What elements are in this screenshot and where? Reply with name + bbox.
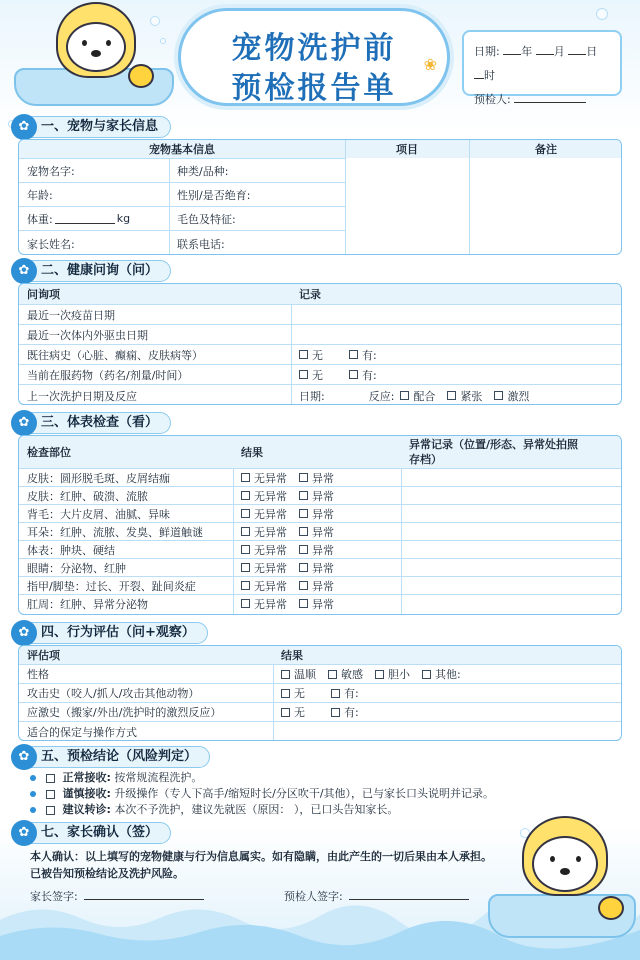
checkbox-violent[interactable] [494,391,503,400]
table-row [19,324,621,344]
checkbox-abnormal[interactable] [299,563,308,572]
checkbox-nervous[interactable] [447,391,456,400]
conclusion-label: 谨慎接收: [62,787,111,800]
year-label: 年 [521,45,533,58]
checkbox-none[interactable] [299,350,308,359]
breed-label: 种类/品种: [177,164,229,178]
check-part: 皮肤：圆形脱毛斑、皮屑结痂 [27,471,170,485]
check-result [233,595,401,612]
checkbox-none[interactable] [281,708,290,717]
option-other: 其他: [435,668,461,681]
col-part: 检查部位 [27,446,71,459]
pet-name-label: 宠物名字: [27,164,75,178]
section-2-title: 二、健康问询（问） [41,263,159,278]
pet-info-row [19,158,345,182]
table-row [19,384,621,405]
mascot-top-left [10,0,180,110]
table-row [19,504,621,522]
weight-unit: kg [116,212,131,225]
title-line-1: 宠物洗护前 [231,31,397,66]
checkbox-cooperative[interactable] [400,391,409,400]
question-text: 当前在服药物（药名/剂量/时间） [27,368,189,382]
col-pet-info: 宠物基本信息 [149,143,215,156]
check-part: 肛周：红肿、异常分泌物 [27,597,148,611]
option-abnormal: 异常 [312,507,334,521]
col-record: 记录 [299,288,321,301]
option-sensitive: 敏感 [341,668,363,681]
conclusion-label: 正常接收: [62,771,111,784]
inspector-sign-label: 预检人签字: [284,890,343,903]
paw-icon: ✿ [11,410,37,436]
reaction-label: 反应: [368,389,395,403]
option-abnormal: 异常 [312,579,334,593]
checkbox-none[interactable] [281,689,290,698]
record-options [291,345,622,364]
weight-field[interactable] [55,214,115,224]
option-gentle: 温顺 [294,668,316,681]
option-violent: 激烈 [507,389,530,403]
checkbox-has[interactable] [349,370,358,379]
option-has: 有: [362,368,377,382]
check-result [233,523,401,540]
table-row [19,468,621,486]
col-note: 备注 [535,143,557,156]
option-normal: 无异常 [254,579,287,593]
age-label: 年龄: [27,188,53,202]
checkbox-abnormal[interactable] [299,527,308,536]
option-normal: 无异常 [254,471,287,485]
question-text: 最近一次疫苗日期 [27,308,115,322]
section-1-heading [12,116,171,138]
health-inquiry-table [18,283,622,405]
option-has: 有: [344,687,359,700]
section-1-title: 一、宠物与家长信息 [41,119,159,134]
checkbox-referral[interactable] [46,806,55,815]
coat-label: 毛色及特征: [177,212,236,226]
check-part: 耳朵：红肿、流脓、发臭、鲜道触谜 [27,525,203,539]
table-header-row [19,284,621,304]
table-header-row [19,140,621,158]
confirmation-line-1: 本人确认：以上填写的宠物健康与行为信息属实。如有隐瞒，由此产生的一切后果由本人承担。 [30,850,492,863]
table-row [19,576,621,594]
confirmation-line-2: 已被告知预检结论及洗护风险。 [30,867,184,880]
col-question: 问询项 [27,288,60,301]
bullet-icon [30,775,36,781]
pet-info-row [19,230,345,255]
parent-signature [30,888,204,904]
pet-info-table [18,139,622,255]
day-field[interactable] [568,45,586,55]
option-normal: 无异常 [254,597,287,611]
parent-sign-label: 家长签字: [30,890,78,903]
weight-label: 体重: [27,212,53,226]
hour-field[interactable] [474,69,484,79]
option-cooperative: 配合 [413,389,436,403]
table-row [19,364,621,384]
table-header-row [19,646,621,664]
parent-name-label: 家长姓名: [27,237,75,251]
section-4-title: 四、行为评估（问+观察） [41,625,195,640]
month-field[interactable] [536,45,554,55]
conclusion-label: 建议转诊: [62,803,111,816]
table-row [19,522,621,540]
option-abnormal: 异常 [312,471,334,485]
paw-icon: ✿ [11,258,37,284]
check-part: 皮肤：红肿、破溃、流脓 [27,489,148,503]
hour-label: 时 [484,69,495,82]
checkbox-normal[interactable] [46,774,55,783]
checkbox-normal[interactable] [241,527,250,536]
option-normal: 无异常 [254,525,287,539]
table-row [19,702,621,721]
option-has: 有: [344,706,359,719]
record-options [291,365,622,384]
option-none: 无 [294,687,305,700]
bullet-icon [30,791,36,797]
checkbox-has[interactable] [349,350,358,359]
year-field[interactable] [503,45,521,55]
sex-label: 性别/是否绝育: [177,188,251,202]
check-part: 眼睛：分泌物、红肿 [27,561,126,575]
eval-item: 应激史（搬家/外出/洗护时的激烈反应） [27,706,222,719]
inspector-field[interactable] [514,93,586,103]
check-part: 背毛：大片皮屑、油腻、异味 [27,507,170,521]
check-result [233,487,401,504]
checkbox-sensitive[interactable] [328,670,337,679]
option-abnormal: 异常 [312,525,334,539]
conclusion-list [30,770,494,818]
question-text: 既往病史（心脏、癫痫、皮肤病等） [27,348,203,362]
paw-icon: ✿ [11,820,37,846]
eval-item: 性格 [27,668,49,681]
temper-options [273,665,622,683]
date-inspector-box [462,30,622,106]
checkbox-normal[interactable] [241,509,250,518]
table-row [19,721,621,741]
checkbox-timid[interactable] [375,670,384,679]
col-eval-item: 评估项 [27,649,60,662]
checkbox-abnormal[interactable] [299,581,308,590]
check-part: 指甲/脚垫：过长、开裂、趾间炎症 [27,579,196,593]
conclusion-text: 升级操作（专人下高手/缩短时长/分区吹干/其他），已与家长口头说明并记录。 [114,787,495,800]
phone-label: 联系电话: [177,237,225,251]
paw-icon: ❀ [423,55,437,74]
table-row [19,486,621,504]
checkbox-has[interactable] [331,708,340,717]
bullet-icon [30,807,36,813]
check-result [233,577,401,594]
paw-icon: ✿ [11,620,37,646]
col-eval-result: 结果 [281,649,303,662]
paw-icon: ✿ [11,114,37,140]
section-5-heading [12,746,210,768]
question-text: 最近一次体内外驱虫日期 [27,328,148,342]
table-row [19,304,621,324]
option-none: 无 [312,368,323,382]
option-abnormal: 异常 [312,543,334,557]
section-3-heading [12,412,171,434]
behavior-table [18,645,622,741]
option-normal: 无异常 [254,489,287,503]
checkbox-abnormal[interactable] [299,473,308,482]
checkbox-gentle[interactable] [281,670,290,679]
date-label: 日期: [474,45,500,58]
checkbox-normal[interactable] [241,581,250,590]
title-line-2: 预检报告单 [231,71,397,106]
table-row [19,683,621,702]
question-text: 上一次洗护日期及反应 [27,389,137,403]
col-abnormal-record: 异常记录（位置/形态、异常处拍照存档） [409,438,579,466]
table-row [19,540,621,558]
checkbox-normal[interactable] [241,545,250,554]
section-4-heading [12,622,208,644]
check-result [233,541,401,558]
table-row [19,664,621,683]
option-has: 有: [362,348,377,362]
option-normal: 无异常 [254,543,287,557]
table-row [19,558,621,576]
table-row [19,594,621,612]
eval-item: 攻击史（咬人/抓人/攻击其他动物） [27,687,200,700]
option-abnormal: 异常 [312,597,334,611]
conclusion-text: 本次不予洗护，建议先就医（原因： ），已口头告知家长。 [114,803,399,816]
checkbox-abnormal[interactable] [299,545,308,554]
checkbox-normal[interactable] [241,473,250,482]
check-result [233,469,401,486]
section-7-heading [12,822,171,844]
col-item: 项目 [396,143,418,156]
body-check-table [18,435,622,615]
checkbox-abnormal[interactable] [299,491,308,500]
conclusion-text: 按常规流程洗护。 [114,771,203,784]
stress-options [273,703,622,721]
section-5-title: 五、预检结论（风险判定） [41,749,198,764]
conclusion-referral [30,802,494,818]
inspector-sign-field[interactable] [349,890,469,900]
inspector-signature [284,888,469,904]
checkbox-other[interactable] [422,670,431,679]
record-options [291,385,622,405]
col-result: 结果 [241,446,263,459]
checkbox-cautious[interactable] [46,790,55,799]
option-nervous: 紧张 [460,389,483,403]
option-abnormal: 异常 [312,561,334,575]
option-none: 无 [294,706,305,719]
checkbox-normal[interactable] [241,491,250,500]
parent-confirmation-text [30,848,510,882]
check-result [233,505,401,522]
eval-item: 适合的保定与操作方式 [27,726,137,739]
mascot-bottom-right [488,810,640,940]
option-timid: 胆小 [388,668,410,681]
parent-sign-field[interactable] [84,890,204,900]
inspector-label: 预检人: [474,93,511,106]
paw-icon: ✿ [11,744,37,770]
option-abnormal: 异常 [312,489,334,503]
option-none: 无 [312,348,323,362]
table-row [19,344,621,364]
conclusion-cautious [30,786,494,802]
weight-cell [19,207,169,230]
section-7-title: 七、家长确认（签） [41,825,159,840]
title-cloud [178,8,450,106]
section-3-title: 三、体表检查（看） [41,415,159,430]
attack-options [273,684,622,702]
checkbox-abnormal[interactable] [299,599,308,608]
conclusion-normal [30,770,494,786]
checkbox-normal[interactable] [241,563,250,572]
checkbox-none[interactable] [299,370,308,379]
check-result [233,559,401,576]
check-part: 体表：肿块、硬结 [27,543,115,557]
option-normal: 无异常 [254,507,287,521]
date-label: 日期: [299,389,325,403]
checkbox-normal[interactable] [241,599,250,608]
checkbox-has[interactable] [331,689,340,698]
month-label: 月 [553,45,565,58]
pet-info-row [19,182,345,206]
option-normal: 无异常 [254,561,287,575]
day-label: 日 [586,45,598,58]
table-header-row [19,436,621,468]
section-2-heading [12,260,171,282]
checkbox-abnormal[interactable] [299,509,308,518]
pet-info-row [19,206,345,230]
